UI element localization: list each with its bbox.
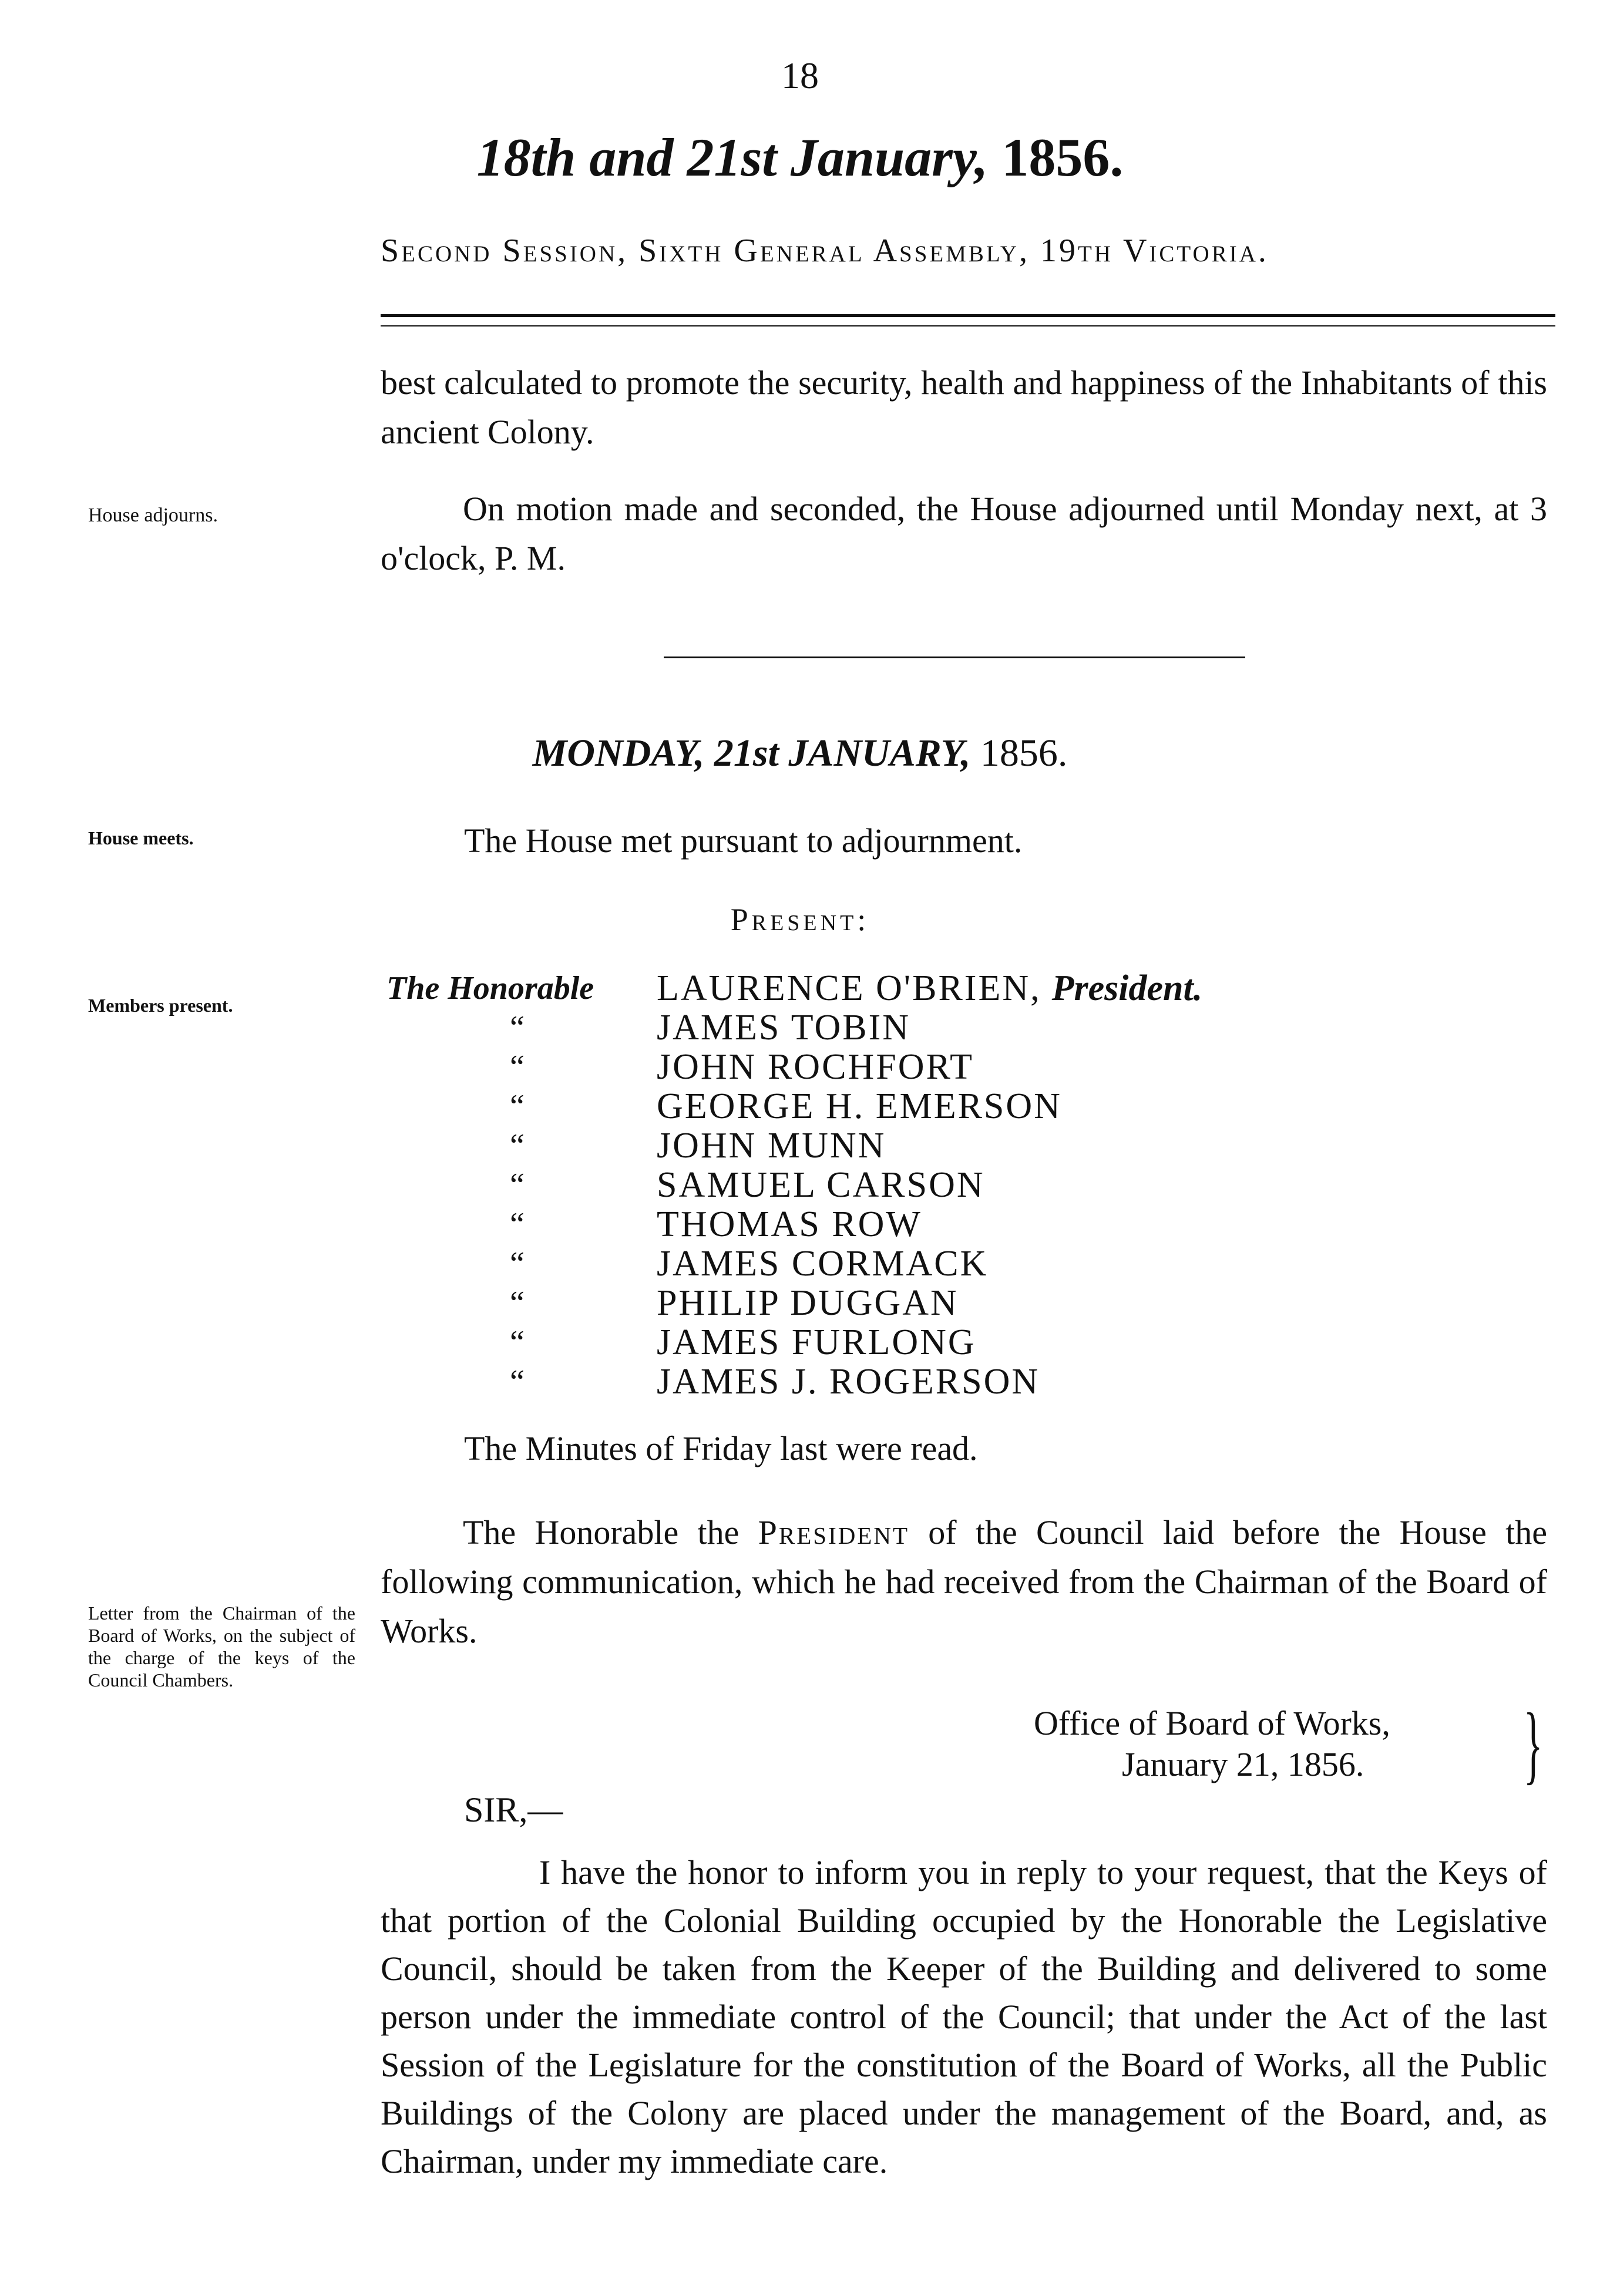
member-prefix: The Honorable	[386, 970, 594, 1006]
ditto-mark: “	[510, 1127, 525, 1164]
page-title	[0, 126, 1600, 188]
margin-note-house-adjourns: House adjourns.	[88, 504, 218, 526]
member-row	[386, 1362, 1202, 1402]
office-line-1: Office of Board of Works,	[1034, 1704, 1390, 1742]
member-row	[386, 1323, 1202, 1362]
member-row	[386, 1284, 1202, 1323]
ditto-mark: “	[510, 1324, 525, 1361]
ditto-mark: “	[510, 1206, 525, 1243]
day-heading-year: 1856.	[980, 732, 1068, 775]
member-row	[386, 1244, 1202, 1284]
house-met-text: The House met pursuant to adjournment.	[464, 822, 1023, 860]
ditto-mark: “	[510, 1049, 525, 1085]
member-name: JOHN ROCHFORT	[657, 1047, 974, 1087]
member-name: GEORGE H. EMERSON	[657, 1086, 1062, 1126]
member-row	[386, 1048, 1202, 1087]
ditto-mark: “	[510, 1088, 525, 1125]
member-name: PHILIP DUGGAN	[657, 1283, 959, 1323]
session-line: Second Session, Sixth General Assembly, 19th Victoria.	[381, 233, 1269, 269]
member-name: JOHN MUNN	[657, 1126, 886, 1166]
president-communication-paragraph	[381, 1508, 1547, 1656]
ditto-mark: “	[510, 1167, 525, 1203]
members-list	[386, 969, 1202, 1402]
right-brace: }	[1524, 1695, 1543, 1793]
day-heading	[0, 731, 1600, 776]
member-name: SAMUEL CARSON	[657, 1165, 985, 1205]
member-row	[386, 969, 1202, 1008]
member-name: JAMES FURLONG	[657, 1322, 976, 1362]
day-heading-text: MONDAY, 21st JANUARY,	[532, 732, 971, 775]
president-text-2: of the Council laid before the House the following communication, which he had received from the Chairman of the Board of Works.	[381, 1513, 1547, 1650]
letter-salutation: SIR,—	[464, 1790, 563, 1829]
present-label: Present:	[730, 902, 870, 937]
president-text-1: The Honorable the	[463, 1513, 758, 1551]
ditto-mark: “	[510, 1009, 525, 1046]
adjourn-motion-paragraph	[381, 484, 1547, 583]
page-title-year: 1856.	[1001, 127, 1124, 187]
ditto-mark: “	[510, 1285, 525, 1321]
member-name: JAMES J. ROGERSON	[657, 1362, 1040, 1402]
margin-note-members-present: Members present.	[88, 995, 233, 1016]
ditto-mark: “	[510, 1245, 525, 1282]
letter-body-paragraph	[381, 1849, 1547, 2186]
margin-note-letter: Letter from the Chairman of the Board of Works, on the subject of the charge of the keys of the Council Chambers.	[88, 1603, 355, 1691]
page-number: 18	[781, 55, 819, 96]
page-title-dates: 18th and 21st January,	[476, 127, 989, 187]
minutes-read-text: The Minutes of Friday last were read.	[464, 1429, 978, 1467]
member-row	[386, 1126, 1202, 1166]
adjourn-motion-text: On motion made and seconded, the House adjourned until Monday next, at 3 o'clock, P. M.	[381, 490, 1547, 577]
margin-note-house-meets: House meets.	[88, 827, 194, 849]
ditto-mark: “	[510, 1364, 525, 1400]
member-row	[386, 1205, 1202, 1244]
member-name: JAMES TOBIN	[657, 1008, 911, 1048]
member-name: LAURENCE O'BRIEN,	[657, 968, 1041, 1008]
continuation-paragraph: best calculated to promote the security, health and happiness of the Inhabitants of this ancient Colony.	[381, 363, 1547, 451]
double-rule-divider	[381, 314, 1555, 326]
member-name: THOMAS ROW	[657, 1204, 922, 1244]
president-word: President	[758, 1513, 910, 1551]
member-row	[386, 1166, 1202, 1205]
member-name: JAMES CORMACK	[657, 1244, 989, 1284]
section-divider	[664, 657, 1245, 658]
office-line-2: January 21, 1856.	[1122, 1745, 1364, 1783]
member-row	[386, 1087, 1202, 1126]
member-row	[386, 1008, 1202, 1048]
letter-body-text: I have the honor to inform you in reply to your request, that the Keys of that portion of the Colonial Building occupied by the Honorable the Legislative Council, should be taken from the Keeper of the Building and delivered to some person under the immediate control of the Council; that under the Act of the last Session of the Legislature for the constitution of the Board of Works, all the Public Buildings of the Colony are placed under the management of the Board, and, as Chairman, under my immediate care.	[381, 1853, 1547, 2180]
member-role: President.	[1051, 968, 1203, 1008]
letter-office-block	[1034, 1695, 1551, 1793]
